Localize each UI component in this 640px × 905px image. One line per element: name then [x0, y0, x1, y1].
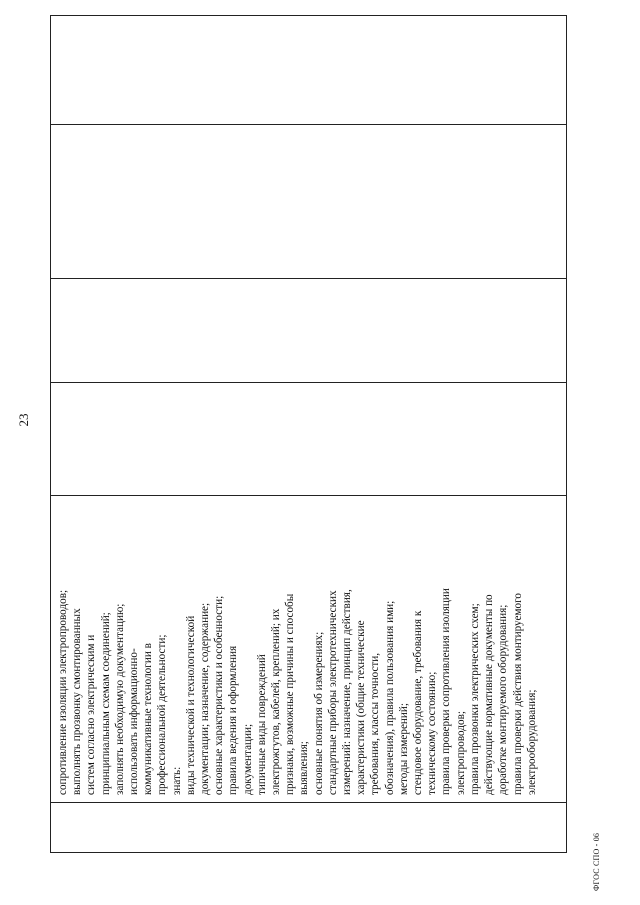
table-border-bottom: [566, 15, 567, 853]
requirement-line: правила проверки действия монтируемого: [511, 592, 524, 795]
requirement-line: признаки, возможные причины и способы: [284, 593, 297, 795]
requirement-line: систем согласно электрическим и: [85, 634, 98, 795]
requirement-line: документации;: [241, 723, 254, 795]
requirement-line: типичные виды повреждений: [255, 654, 268, 795]
requirements-list: [56, 433, 556, 795]
requirement-line: техническому состоянию;: [426, 671, 439, 795]
requirement-line: выявления;: [298, 741, 311, 795]
requirement-line: измерений: назначение, принцип действия,: [341, 589, 354, 795]
requirement-line: стендовое оборудование, требования к: [412, 610, 425, 795]
requirement-line: документации; назначение, содержание;: [199, 602, 212, 795]
requirement-line: выполнять прозвонку смонтированных: [71, 608, 84, 795]
column-divider-4: [50, 278, 567, 279]
requirement-line: правила проверки сопротивления изоляции: [440, 588, 453, 795]
requirement-line: заполнять необходимую документацию;: [113, 603, 126, 795]
requirement-line: электрооборудования;: [525, 689, 538, 795]
requirement-line: принципиальным схемам соединений;: [99, 612, 112, 795]
footer-code: ФГОС СПО - 06: [592, 832, 601, 891]
requirement-line: правила ведения и оформления: [227, 645, 240, 795]
requirement-line: знать:: [170, 766, 183, 795]
requirement-line: использовать информационно-: [128, 648, 141, 795]
requirement-line: требования, классы точности,: [369, 652, 382, 795]
requirement-line: основные характеристики и особенности;: [213, 595, 226, 795]
table-border-top: [50, 15, 51, 853]
requirement-line: стандартные приборы электротехнических: [326, 590, 339, 795]
requirement-line: профессиональной деятельности;: [156, 634, 169, 795]
requirement-line: правила прозвонки электрических схем;: [468, 603, 481, 795]
table-border-right: [50, 15, 567, 16]
column-divider-3: [50, 382, 567, 383]
requirement-line: действующие нормативные документы по: [483, 594, 496, 795]
requirement-line: сопротивление изоляции электропроводов;: [57, 589, 69, 795]
requirement-line: электропроводов;: [454, 711, 467, 795]
table-border-left: [50, 852, 567, 853]
column-divider-5: [50, 124, 567, 125]
requirement-line: виды технической и технологической: [184, 615, 197, 795]
requirement-line: методы измерений;: [397, 703, 410, 795]
requirement-line: электрожгутов, кабелей, креплений; их: [270, 608, 283, 795]
requirement-line: основные понятия об измерениях;: [312, 631, 325, 795]
column-divider-1: [50, 802, 567, 803]
requirement-line: доработке монтируемого оборудования;: [497, 604, 510, 795]
requirement-line: обозначения), правила пользования ими;: [383, 600, 396, 795]
requirement-line: характеристики (общие технические: [355, 620, 368, 795]
requirement-line: коммуникативные технологии в: [142, 643, 155, 795]
page-number: 23: [16, 413, 31, 427]
